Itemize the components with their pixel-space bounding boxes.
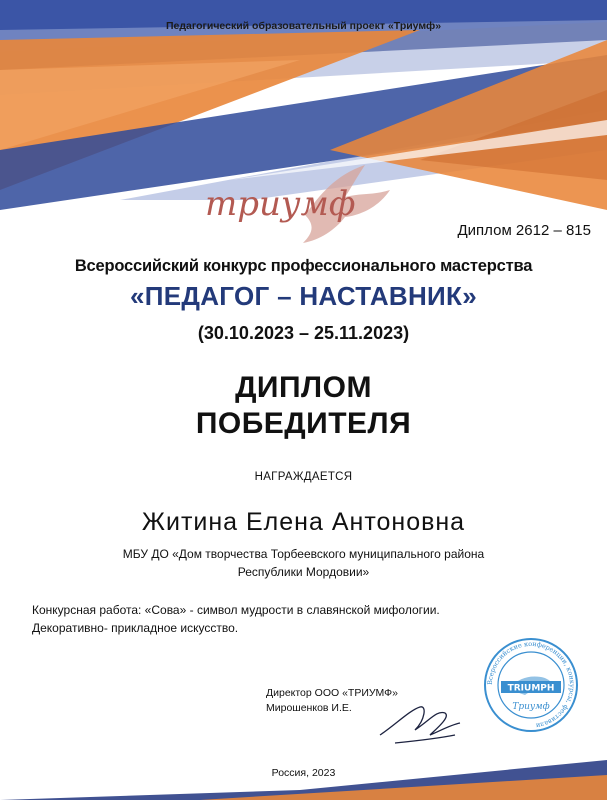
document-type-line2: ПОБЕДИТЕЛЯ [195,407,412,440]
signatory-title: Директор ООО «ТРИУМФ» [266,687,398,699]
seal-bottom-text: Триумф [512,702,550,712]
seal-ring-text: Всероссийские конференции, конкурсы, фестивали [485,639,577,730]
logo-script: триумф [205,184,356,224]
recipient-organization [0,545,607,581]
document-type-line1: ДИПЛОМ [235,371,372,404]
contest-title: «ПЕДАГОГ – НАСТАВНИК» [130,281,477,311]
contest-dates: (30.10.2023 – 25.11.2023) [197,323,410,343]
org-line1: МБУ ДО «Дом творчества Торбеевского муниципального района [122,547,485,561]
signature-icon [375,695,465,750]
awarded-label: НАГРАЖДАЕТСЯ [254,471,353,483]
place-year: Россия, 2023 [271,767,336,779]
document-type [0,370,607,442]
project-header: Педагогический образовательный проект «Триумф» [165,20,442,32]
org-line2: Республики Мордовии» [237,565,370,579]
triumph-logo [185,155,405,250]
seal-center-text: TRIUMPH [507,683,555,694]
contest-work [32,601,552,637]
work-line1: Конкурсная работа: «Сова» - символ мудрости в славянской мифологии. [32,603,440,617]
contest-name: Всероссийский конкурс профессионального мастерства [74,257,533,275]
diploma-number: Диплом 2612 – 815 [457,222,591,239]
work-line2: Декоративно- прикладное искусство. [32,621,239,635]
recipient-name: Житина Елена Антоновна [141,508,466,536]
signatory-name: Мирошенков И.Е. [266,702,352,714]
seal-stamp [483,637,579,733]
